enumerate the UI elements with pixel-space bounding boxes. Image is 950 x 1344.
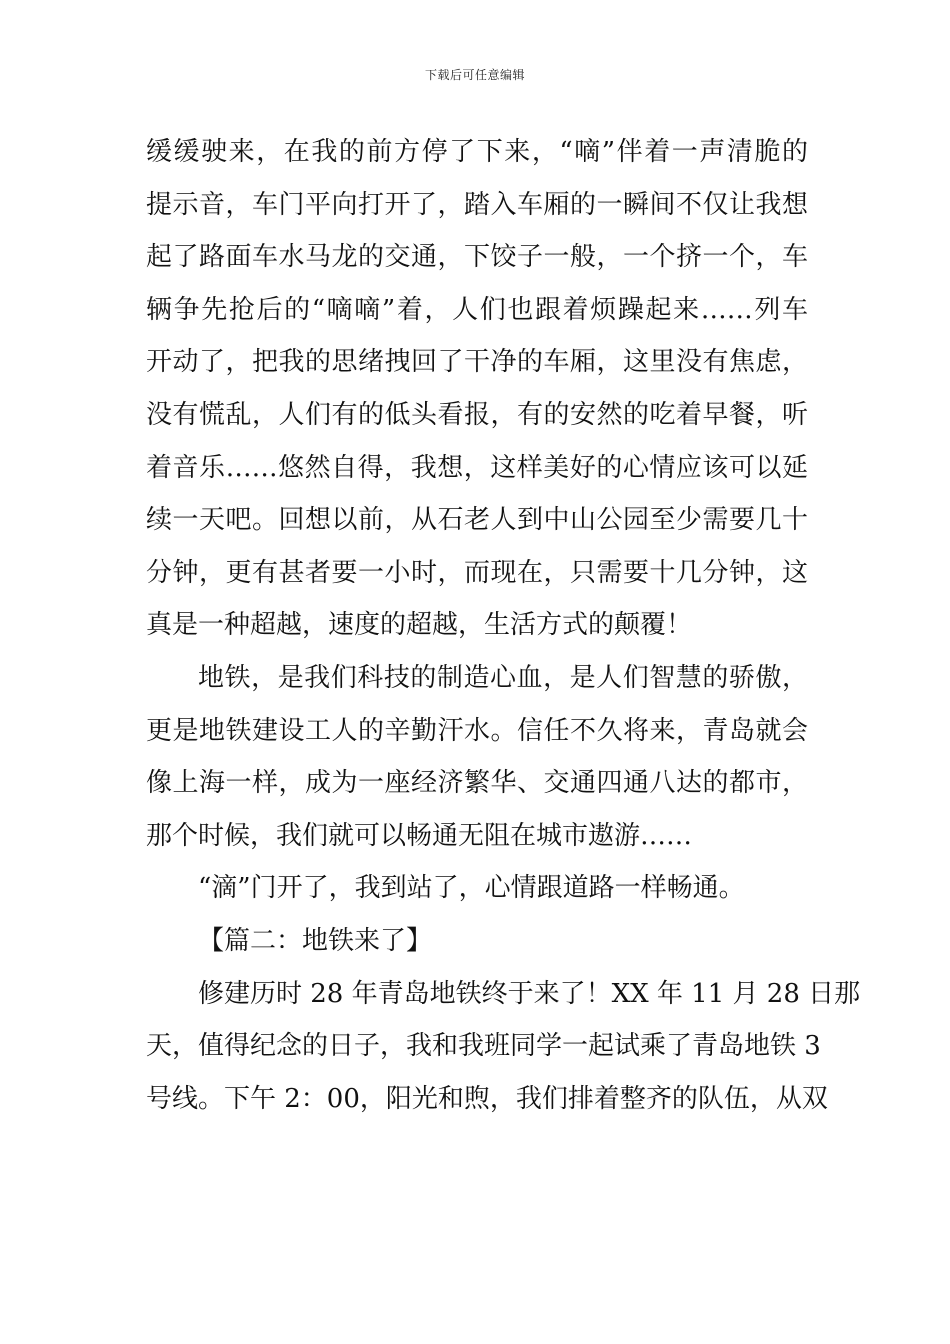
text-line: 起了路面车水马龙的交通，下饺子一般，一个挤一个，车	[146, 242, 808, 273]
text-line: 【篇二：地铁来了】	[198, 925, 433, 956]
text-line: 没有慌乱，人们有的低头看报，有的安然的吃着早餐，听	[146, 399, 808, 430]
text-line: 地铁，是我们科技的制造心血，是人们智慧的骄傲，	[198, 662, 808, 693]
text-line: 缓缓驶来，在我的前方停了下来，“嘀”伴着一声清脆的	[146, 137, 808, 167]
text-line: 真是一种超越，速度的超越，生活方式的颠覆！	[146, 610, 693, 641]
text-line: 续一天吧。回想以前，从石老人到中山公园至少需要几十	[146, 505, 808, 536]
text-line: 分钟，更有甚者要一小时，而现在，只需要十几分钟，这	[146, 557, 808, 588]
text-line: 提示音，车门平向打开了，踏入车厢的一瞬间不仅让我想	[146, 189, 808, 220]
text-line: 更是地铁建设工人的辛勤汗水。信任不久将来，青岛就会	[146, 715, 808, 746]
text-line: 着音乐……悠然自得，我想，这样美好的心情应该可以延	[146, 452, 808, 483]
text-line: 修建历时 28 年青岛地铁终于来了！XX 年 11 月 28 日那	[198, 978, 861, 1009]
body-text	[146, 126, 861, 1125]
text-line: 天，值得纪念的日子，我和我班同学一起试乘了青岛地铁 3	[146, 1031, 821, 1062]
text-line: 开动了，把我的思绪拽回了干净的车厢，这里没有焦虑，	[146, 347, 808, 378]
text-line: “滴”门开了，我到站了，心情跟道路一样畅通。	[198, 873, 745, 904]
page-header: 下载后可任意编辑	[424, 68, 525, 82]
text-line: 号线。下午 2：00，阳光和煦，我们排着整齐的队伍，从双	[146, 1083, 828, 1114]
text-line: 辆争先抢后的“嘀嘀”着，人们也跟着烦躁起来……列车	[146, 294, 808, 325]
text-line: 那个时候，我们就可以畅通无阻在城市遨游……	[146, 820, 693, 851]
text-line: 像上海一样，成为一座经济繁华、交通四通八达的都市，	[146, 768, 808, 799]
